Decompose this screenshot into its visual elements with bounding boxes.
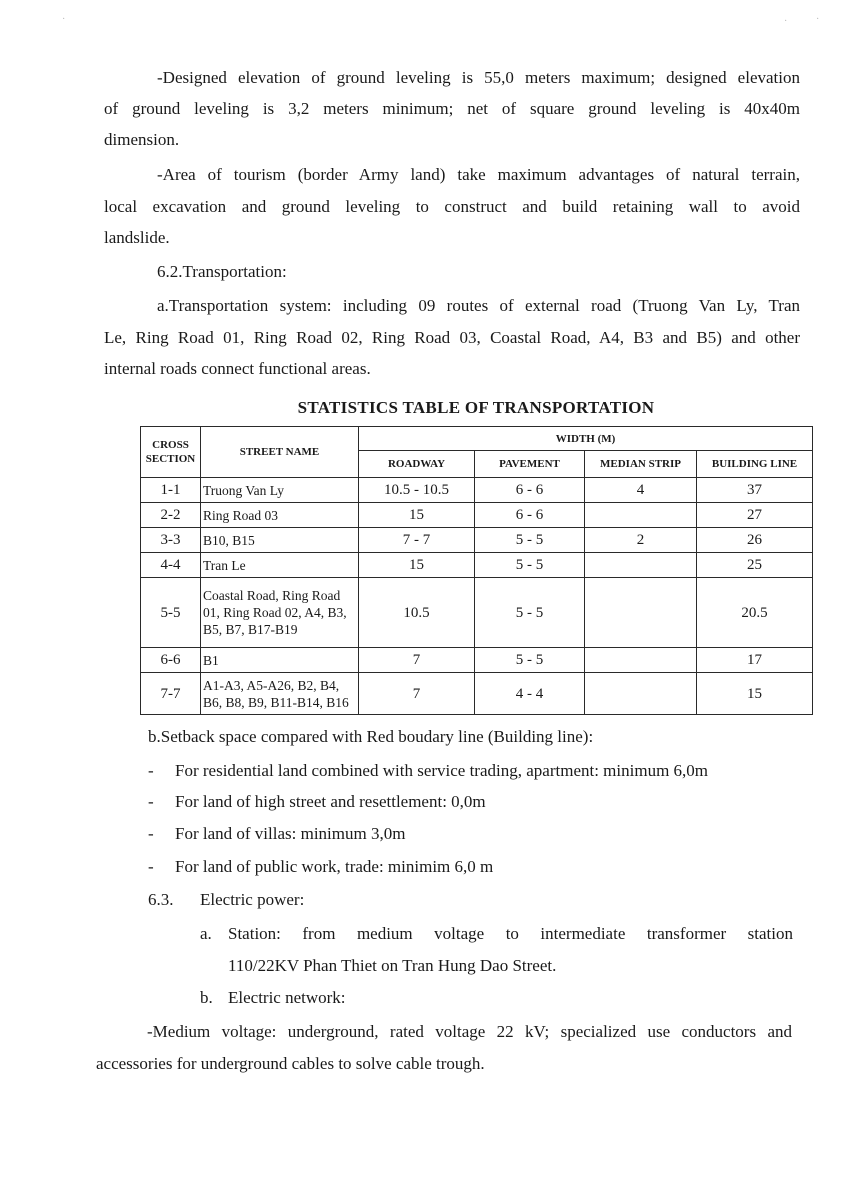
cell-roadway: 7 [359, 648, 475, 673]
paragraph-line: -Medium voltage: underground, rated voltage 22 kV; specialized use conductors and [147, 1022, 792, 1041]
paragraph-line: a.Transportation system: including 09 routes of external road (Truong Van Ly, Tran [157, 296, 800, 315]
cell-building-line: 25 [697, 553, 813, 578]
setback-item: For residential land combined with service trading, apartment: minimum 6,0m [175, 761, 709, 780]
scan-speck: · [784, 16, 788, 27]
table-row [141, 578, 813, 648]
cell-section: 7-7 [141, 673, 201, 715]
bullet-dash: - [148, 761, 154, 780]
table-row [141, 478, 813, 503]
cell-street: A1-A3, A5-A26, B2, B4, B6, B8, B9, B11-B14, B16 [201, 673, 359, 715]
cell-roadway: 10.5 [359, 578, 475, 648]
cell-section: 3-3 [141, 528, 201, 553]
table-row [141, 503, 813, 528]
paragraph-line: -Area of tourism (border Army land) take maximum advantages of natural terrain, [157, 165, 800, 184]
header-cross-section: CROSS SECTION [141, 427, 201, 478]
scan-speck: · [62, 14, 66, 25]
station-line: Station: from medium voltage to intermediate transformer station [228, 924, 793, 943]
cell-building-line: 15 [697, 673, 813, 715]
table-row [141, 673, 813, 715]
cell-street: Ring Road 03 [201, 503, 359, 528]
item-label-a: a. [200, 924, 212, 943]
station-line: 110/22KV Phan Thiet on Tran Hung Dao Street. [228, 956, 557, 975]
setback-heading: b.Setback space compared with Red boudary line (Building line): [148, 727, 594, 746]
header-median-strip: MEDIAN STRIP [585, 451, 697, 478]
cell-street: Tran Le [201, 553, 359, 578]
cell-building-line: 20.5 [697, 578, 813, 648]
cell-median [585, 648, 697, 673]
cell-median: 2 [585, 528, 697, 553]
cell-pavement: 6 - 6 [475, 478, 585, 503]
cell-section: 5-5 [141, 578, 201, 648]
cell-building-line: 17 [697, 648, 813, 673]
header-roadway: ROADWAY [359, 451, 475, 478]
cell-median [585, 503, 697, 528]
paragraph-line: Le, Ring Road 01, Ring Road 02, Ring Road 03, Coastal Road, A4, B3 and B5) and other [104, 328, 800, 347]
paragraph-line: local excavation and ground leveling to construct and build retaining wall to avoid [104, 197, 800, 216]
section-number: 6.3. [148, 890, 174, 909]
cell-roadway: 7 [359, 673, 475, 715]
table-title: STATISTICS TABLE OF TRANSPORTATION [297, 398, 655, 417]
cell-section: 4-4 [141, 553, 201, 578]
header-building-line: BUILDING LINE [697, 451, 813, 478]
bullet-dash: - [148, 792, 154, 811]
section-heading: 6.2.Transportation: [157, 262, 287, 281]
paragraph-line: internal roads connect functional areas. [104, 359, 371, 378]
setback-item: For land of public work, trade: minimim 6,0 m [175, 857, 494, 876]
bullet-dash: - [148, 824, 154, 843]
cell-pavement: 5 - 5 [475, 528, 585, 553]
cell-roadway: 15 [359, 553, 475, 578]
bullet-dash: - [148, 857, 154, 876]
transportation-table [140, 426, 813, 715]
table-row [141, 648, 813, 673]
cell-median [585, 553, 697, 578]
cell-street: Coastal Road, Ring Road 01, Ring Road 02, A4, B3, B5, B7, B17-B19 [201, 578, 359, 648]
paragraph-line: landslide. [104, 228, 170, 247]
header-width: WIDTH (M) [359, 427, 813, 451]
cell-section: 6-6 [141, 648, 201, 673]
cell-building-line: 26 [697, 528, 813, 553]
item-label-b: b. [200, 988, 213, 1007]
cell-pavement: 5 - 5 [475, 578, 585, 648]
paragraph-line: -Designed elevation of ground leveling is 55,0 meters maximum; designed elevation [157, 68, 800, 87]
cell-median [585, 673, 697, 715]
cell-median: 4 [585, 478, 697, 503]
cell-roadway: 10.5 - 10.5 [359, 478, 475, 503]
cell-street: B10, B15 [201, 528, 359, 553]
cell-street: B1 [201, 648, 359, 673]
cell-pavement: 5 - 5 [475, 648, 585, 673]
paragraph-line: dimension. [104, 130, 180, 149]
cell-pavement: 4 - 4 [475, 673, 585, 715]
setback-item: For land of high street and resettlement: 0,0m [175, 792, 486, 811]
cell-pavement: 5 - 5 [475, 553, 585, 578]
header-street-name: STREET NAME [201, 427, 359, 478]
paragraph-line: of ground leveling is 3,2 meters minimum; net of square ground leveling is 40x40m [104, 99, 800, 118]
table-row [141, 553, 813, 578]
cell-street: Truong Van Ly [201, 478, 359, 503]
network-heading: Electric network: [228, 988, 346, 1007]
paragraph-line: accessories for underground cables to solve cable trough. [96, 1054, 485, 1073]
cell-roadway: 15 [359, 503, 475, 528]
cell-section: 2-2 [141, 503, 201, 528]
scan-speck: · [816, 14, 820, 25]
cell-section: 1-1 [141, 478, 201, 503]
setback-item: For land of villas: minimum 3,0m [175, 824, 406, 843]
cell-pavement: 6 - 6 [475, 503, 585, 528]
cell-building-line: 37 [697, 478, 813, 503]
section-heading: Electric power: [200, 890, 305, 909]
cell-roadway: 7 - 7 [359, 528, 475, 553]
table-row [141, 528, 813, 553]
cell-building-line: 27 [697, 503, 813, 528]
header-pavement: PAVEMENT [475, 451, 585, 478]
cell-median [585, 578, 697, 648]
